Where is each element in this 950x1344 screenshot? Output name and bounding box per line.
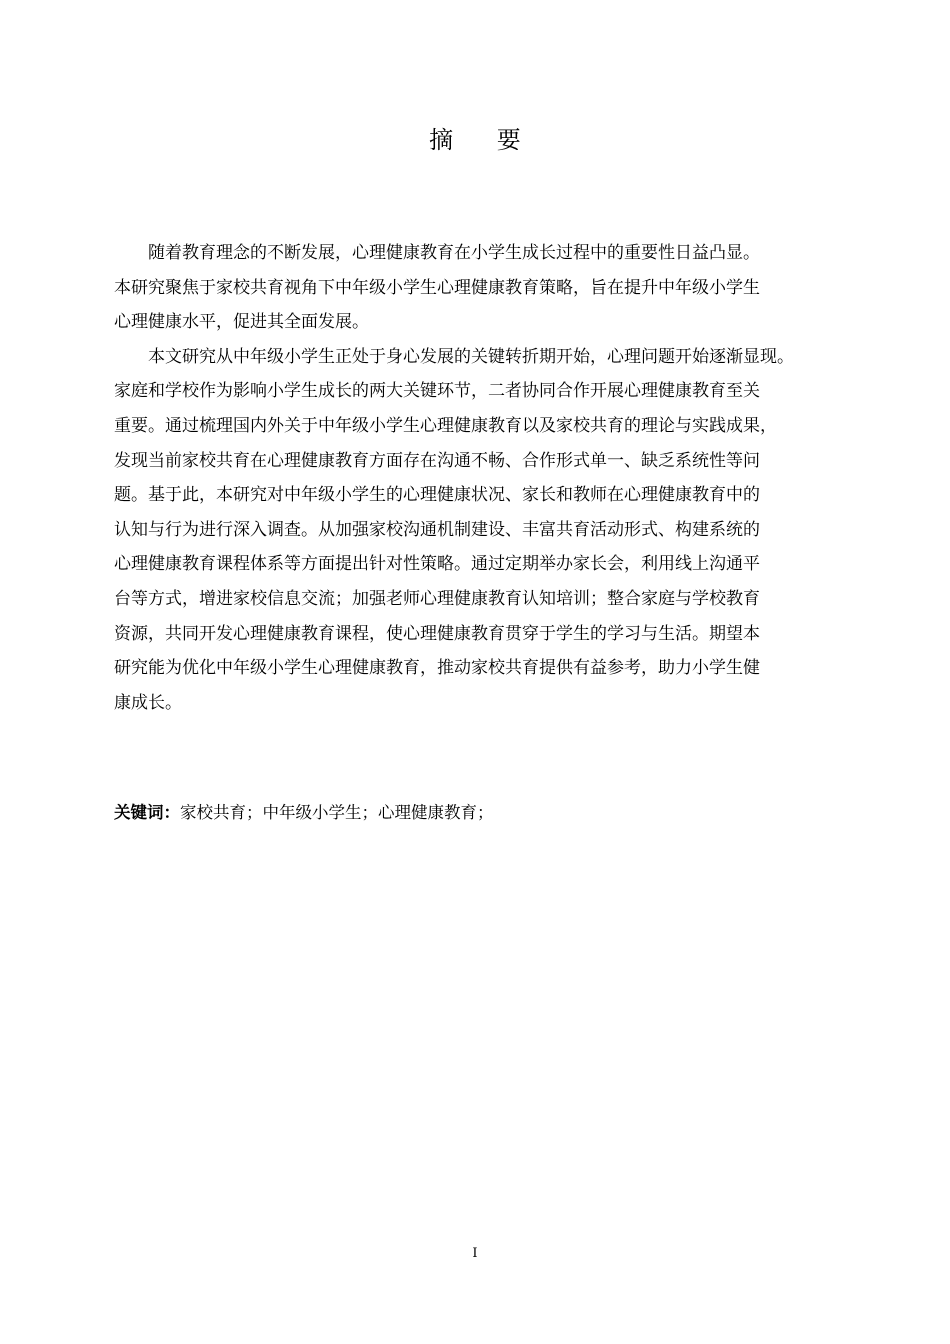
text-line: 康成长。 bbox=[114, 692, 182, 713]
page-title: 摘 要 bbox=[429, 126, 539, 154]
text-line: 心理健康教育课程体系等方面提出针对性策略。通过定期举办家长会，利用线上沟通平 bbox=[114, 554, 760, 575]
abstract-paragraph-1 bbox=[114, 236, 866, 340]
text-line: 认知与行为进行深入调查。从加强家校沟通机制建设、丰富共育活动形式、构建系统的 bbox=[114, 519, 760, 540]
keywords bbox=[114, 796, 494, 830]
text-line: 家庭和学校作为影响小学生成长的两大关键环节，二者协同合作开展心理健康教育至关 bbox=[114, 381, 760, 402]
text-line: 研究能为优化中年级小学生心理健康教育，推动家校共育提供有益参考，助力小学生健 bbox=[114, 658, 760, 679]
keywords-value: 家校共育；中年级小学生；心理健康教育； bbox=[180, 803, 494, 822]
text-line: 资源，共同开发心理健康教育课程，使心理健康教育贯穿于学生的学习与生活。期望本 bbox=[114, 623, 760, 644]
abstract-paragraph-2 bbox=[114, 340, 866, 721]
text-line: 发现当前家校共育在心理健康教育方面存在沟通不畅、合作形式单一、缺乏系统性等问 bbox=[114, 450, 760, 471]
text-line: 心理健康水平，促进其全面发展。 bbox=[114, 312, 369, 333]
text-line: 随着教育理念的不断发展，心理健康教育在小学生成长过程中的重要性日益凸显。 bbox=[148, 243, 760, 263]
text-line: 重要。通过梳理国内外关于中年级小学生心理健康教育以及家校共育的理论与实践成果， bbox=[114, 415, 777, 436]
page-number: I bbox=[472, 1246, 478, 1261]
keywords-label: 关键词： bbox=[114, 803, 180, 822]
text-line: 本研究聚焦于家校共育视角下中年级小学生心理健康教育策略，旨在提升中年级小学生 bbox=[114, 277, 760, 298]
abstract-body bbox=[114, 236, 866, 720]
text-line: 题。基于此，本研究对中年级小学生的心理健康状况、家长和教师在心理健康教育中的 bbox=[114, 485, 760, 506]
text-line: 本文研究从中年级小学生正处于身心发展的关键转折期开始，心理问题开始逐渐显现。 bbox=[148, 346, 794, 367]
text-line: 台等方式，增进家校信息交流；加强老师心理健康教育认知培训；整合家庭与学校教育 bbox=[114, 588, 760, 609]
